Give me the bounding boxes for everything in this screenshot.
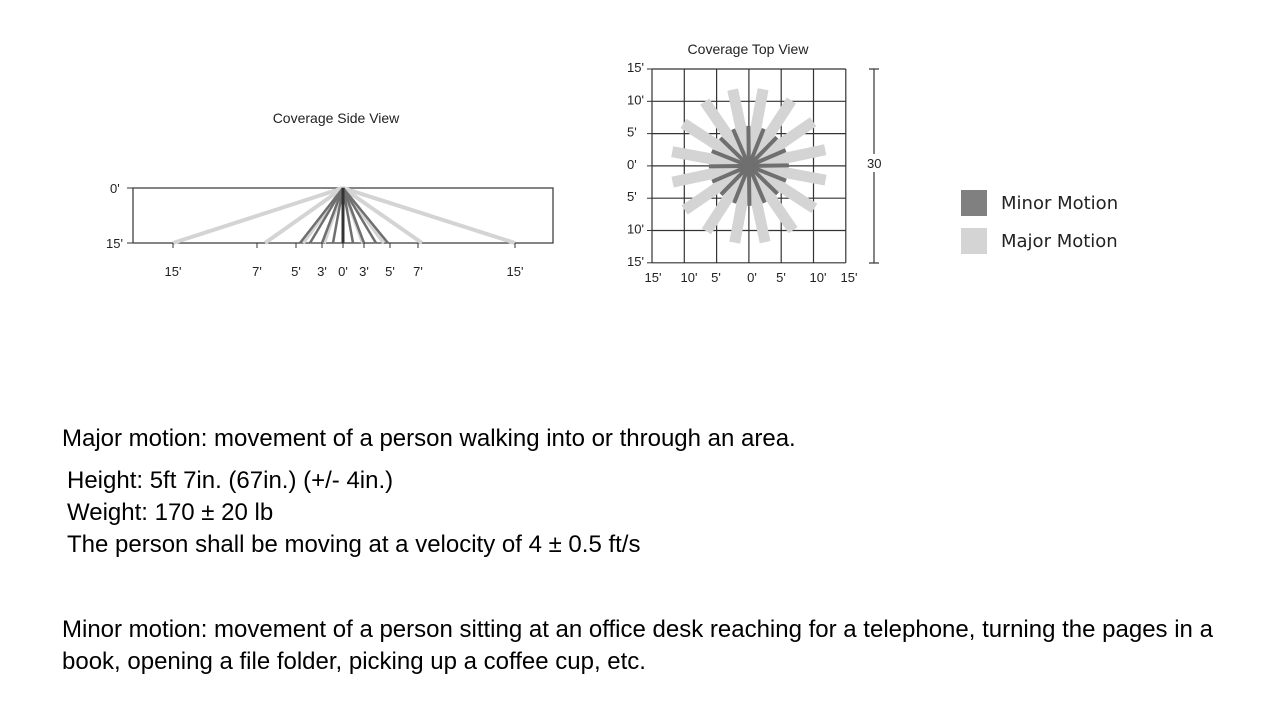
top-x-label: 15'	[644, 270, 662, 285]
top-view-y-labels	[627, 60, 644, 269]
top-view-dimension	[866, 69, 888, 263]
top-view-title: Coverage Top View	[687, 41, 809, 57]
side-view-x-labels	[165, 264, 524, 279]
velocity-spec: The person shall be moving at a velocity of 4 ± 0.5 ft/s	[67, 531, 641, 558]
side-x-label: 15'	[506, 264, 524, 279]
top-y-label: 10'	[627, 221, 644, 237]
top-view-dimension-label: 30	[867, 156, 882, 171]
legend-swatch-major	[961, 228, 987, 254]
side-view-title: Coverage Side View	[272, 110, 400, 126]
top-x-label: 5'	[711, 270, 721, 285]
side-x-label: 5'	[385, 264, 395, 279]
side-x-label: 7'	[413, 264, 423, 279]
side-view-beams	[173, 188, 515, 243]
side-y-label-15: 15'	[106, 236, 123, 251]
weight-spec: Weight: 170 ± 20 lb	[67, 499, 274, 526]
legend-item-minor	[961, 190, 1118, 216]
legend-swatch-minor	[961, 190, 987, 216]
top-x-label: 10'	[809, 270, 827, 285]
legend-label-minor: Minor Motion	[1001, 192, 1119, 214]
top-y-label: 0'	[627, 156, 637, 172]
height-spec: Height: 5ft 7in. (67in.) (+/- 4in.)	[67, 467, 394, 494]
side-x-label: 7'	[252, 264, 262, 279]
top-view-x-labels	[645, 270, 858, 285]
legend	[961, 190, 1118, 266]
top-x-label: 10'	[680, 270, 698, 285]
side-major-beam	[173, 188, 343, 243]
minor-motion-definition: Minor motion: movement of a person sitting at an office desk reaching for a telephone, turning the pages in a book, opening a file folder, picking up a coffee cup, etc.	[62, 616, 1213, 675]
top-x-label: 15'	[840, 270, 858, 285]
top-y-label: 15'	[627, 253, 644, 269]
side-x-label: 0'	[338, 264, 348, 279]
side-y-label-0: 0'	[110, 181, 120, 196]
top-y-label: 5'	[627, 124, 637, 140]
major-motion-definition: Major motion: movement of a person walking into or through an area.	[62, 425, 796, 452]
top-x-label: 0'	[747, 270, 757, 285]
legend-item-major	[961, 228, 1118, 254]
legend-label-major: Major Motion	[1001, 230, 1118, 252]
side-x-label: 15'	[164, 264, 182, 279]
side-x-label: 3'	[317, 264, 327, 279]
top-view	[627, 41, 888, 285]
top-x-label: 5'	[776, 270, 786, 285]
top-y-label: 10'	[627, 92, 644, 108]
side-view-ticks	[173, 243, 515, 248]
top-y-label: 15'	[627, 60, 644, 75]
major-motion-details	[67, 465, 640, 561]
side-major-beam	[343, 188, 515, 243]
top-y-label: 5'	[627, 189, 637, 205]
side-view	[106, 110, 553, 279]
side-x-label: 3'	[359, 264, 369, 279]
side-x-label: 5'	[291, 264, 301, 279]
